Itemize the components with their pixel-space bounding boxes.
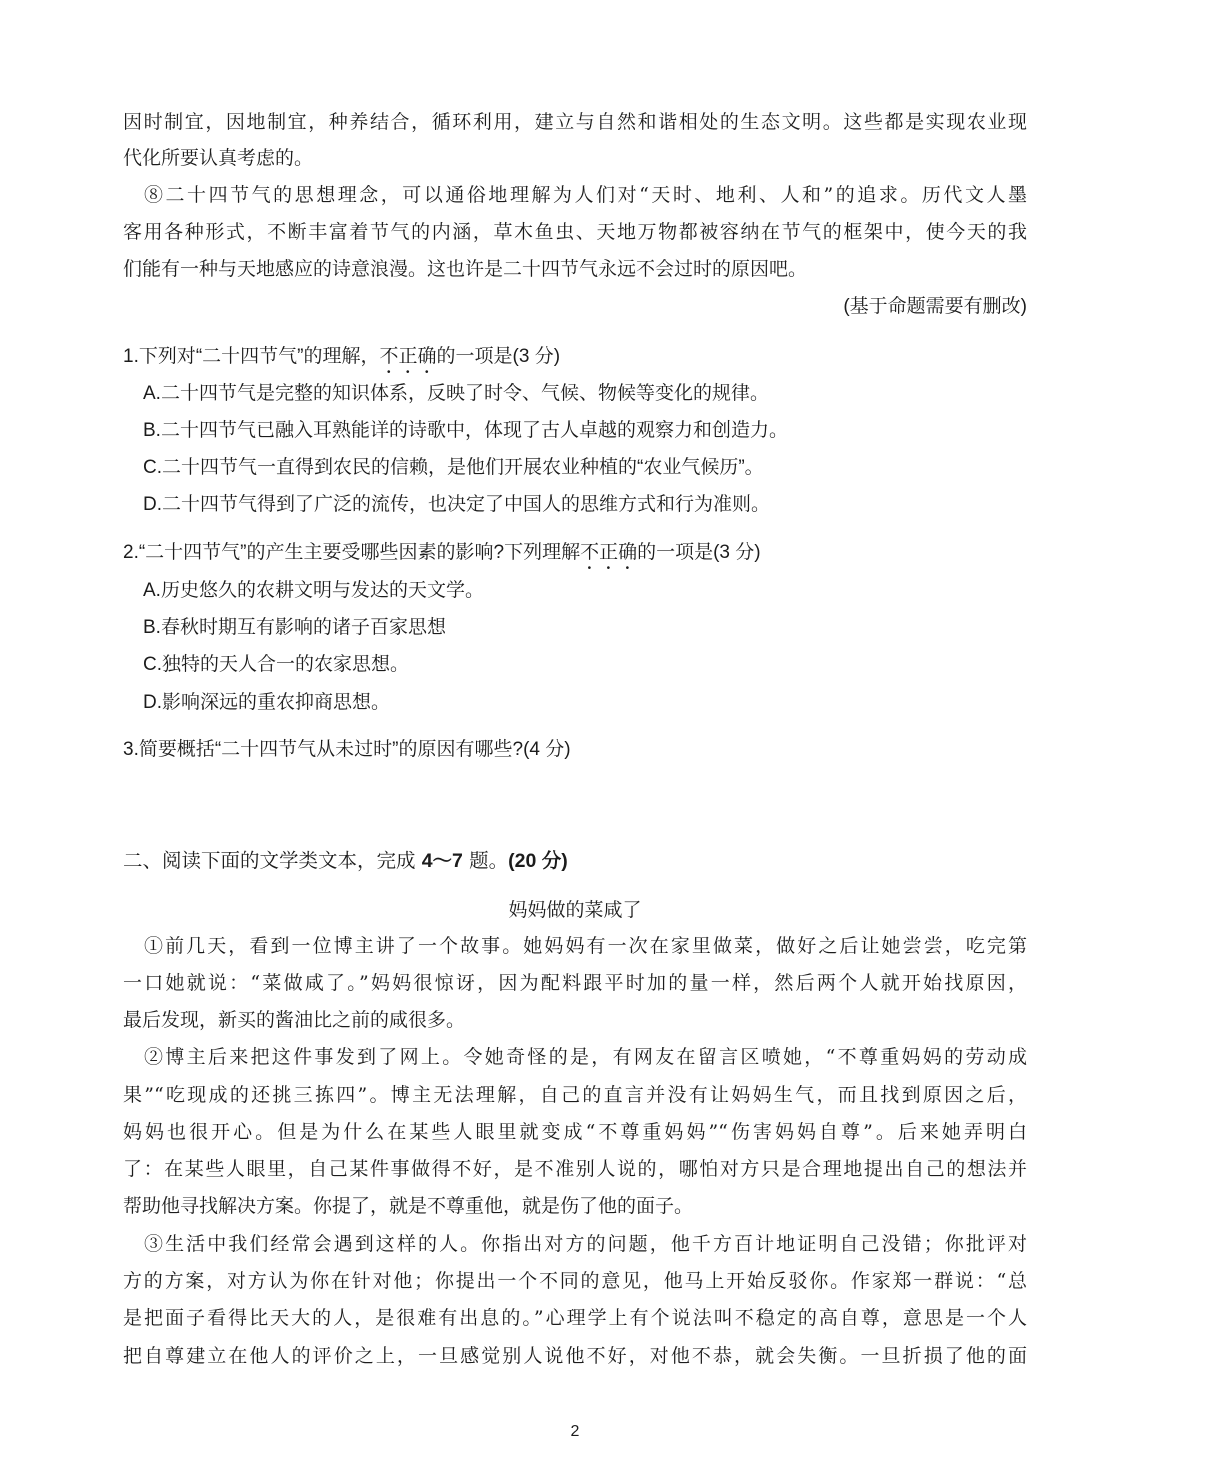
section-heading-text: 题。: [462, 849, 509, 872]
question-1-option-d: D.二十四节气得到了广泛的流传，也决定了中国人的思维方式和行为准则。: [143, 494, 771, 515]
paragraph-8-line: 客用各种形式，不断丰富着节气的内涵，草木鱼虫、天地万物都被容纳在节气的框架中，使今天的我: [123, 221, 1027, 243]
source-note: (基于命题需要有删改): [843, 296, 1027, 317]
story-paragraph-1-line: 一口她就说：“菜做咸了。”妈妈很惊讶，因为配料跟平时加的量一样，然后两个人就开始找原因，: [123, 972, 1027, 994]
story-paragraph-3-line: 方的方案，对方认为你在针对他；你提出一个不同的意见，他马上开始反驳你。作家郑一群说：“总: [123, 1270, 1027, 1292]
question-stem-text: 2.“二十四节气”的产生主要受哪些因素的影响?下列理解: [123, 542, 581, 563]
question-2-option-c: C.独特的天人合一的农家思想。: [143, 654, 410, 675]
section-question-range: 4～7: [421, 850, 463, 872]
question-2-option-b: B.春秋时期互有影响的诸子百家思想: [143, 617, 446, 638]
section-score: (20 分): [508, 850, 568, 872]
question-1-stem: [123, 338, 1027, 375]
passage-line: 因时制宜，因地制宜，种养结合，循环利用，建立与自然和谐相处的生态文明。这些都是实现农业现: [123, 111, 1027, 133]
story-paragraph-1-line: 最后发现，新买的酱油比之前的咸很多。: [123, 1009, 466, 1031]
question-stem-text: 的一项是(3 分): [637, 542, 761, 563]
question-stem-text: 1.下列对“二十四节气”的理解，: [123, 346, 380, 367]
paragraph-8-line: 们能有一种与天地感应的诗意浪漫。这也许是二十四节气永远不会过时的原因吧。: [123, 258, 808, 280]
question-stem-text: 的一项是(3 分): [436, 346, 561, 367]
story-paragraph-3-line: 是把面子看得比天大的人，是很难有出息的。”心理学上有个说法叫不稳定的高自尊，意思是一个人: [123, 1307, 1027, 1329]
story-paragraph-2-line: 果”“吃现成的还挑三拣四”。博主无法理解，自己的直言并没有让妈妈生气，而且找到原因之后，: [123, 1084, 1027, 1106]
emphasized-text: 不正确: [580, 542, 638, 563]
emphasized-text: 不正确: [379, 346, 437, 367]
question-2-option-d: D.影响深远的重农抑商思想。: [143, 692, 391, 713]
page-number: 2: [570, 1423, 580, 1440]
story-paragraph-3-line: 把自尊建立在他人的评价之上，一旦感觉别人说他不好，对他不恭，就会失衡。一旦折损了他的面: [123, 1345, 1027, 1367]
question-2-stem: [123, 534, 1027, 571]
section-heading-text: 二、阅读下面的文学类文本，完成: [123, 849, 422, 872]
story-title: 妈妈做的菜咸了: [508, 899, 642, 921]
story-paragraph-2-line: 帮助他寻找解决方案。你提了，就是不尊重他，就是伤了他的面子。: [123, 1195, 694, 1217]
question-1-option-c: C.二十四节气一直得到农民的信赖，是他们开展农业种植的“农业气候历”。: [143, 457, 764, 478]
story-paragraph-3-line: ③生活中我们经常会遇到这样的人。你指出对方的问题，他千方百计地证明自己没错；你批评对: [144, 1233, 1027, 1255]
passage-line: 代化所要认真考虑的。: [123, 147, 314, 169]
question-1-option-b: B.二十四节气已融入耳熟能详的诗歌中，体现了古人卓越的观察力和创造力。: [143, 420, 788, 441]
story-paragraph-2-line: 了：在某些人眼里，自己某件事做得不好，是不准别人说的，哪怕对方只是合理地提出自己的想法并: [123, 1158, 1027, 1180]
story-paragraph-1-line: ①前几天，看到一位博主讲了一个故事。她妈妈有一次在家里做菜，做好之后让她尝尝，吃完第: [144, 935, 1027, 957]
section-heading: [123, 842, 1027, 879]
question-1-option-a: A.二十四节气是完整的知识体系，反映了时令、气候、物候等变化的规律。: [143, 383, 769, 404]
question-2-option-a: A.历史悠久的农耕文明与发达的天文学。: [143, 580, 484, 601]
story-paragraph-2-line: 妈妈也很开心。但是为什么在某些人眼里就变成“不尊重妈妈”“伤害妈妈自尊”。后来她弄明白: [123, 1121, 1027, 1143]
paragraph-8-line: ⑧二十四节气的思想理念，可以通俗地理解为人们对“天时、地利、人和”的追求。历代文人墨: [144, 184, 1027, 206]
story-paragraph-2-line: ②博主后来把这件事发到了网上。令她奇怪的是，有网友在留言区喷她，“不尊重妈妈的劳动成: [144, 1046, 1027, 1068]
question-3-stem: 3.简要概括“二十四节气从未过时”的原因有哪些?(4 分): [123, 739, 571, 760]
